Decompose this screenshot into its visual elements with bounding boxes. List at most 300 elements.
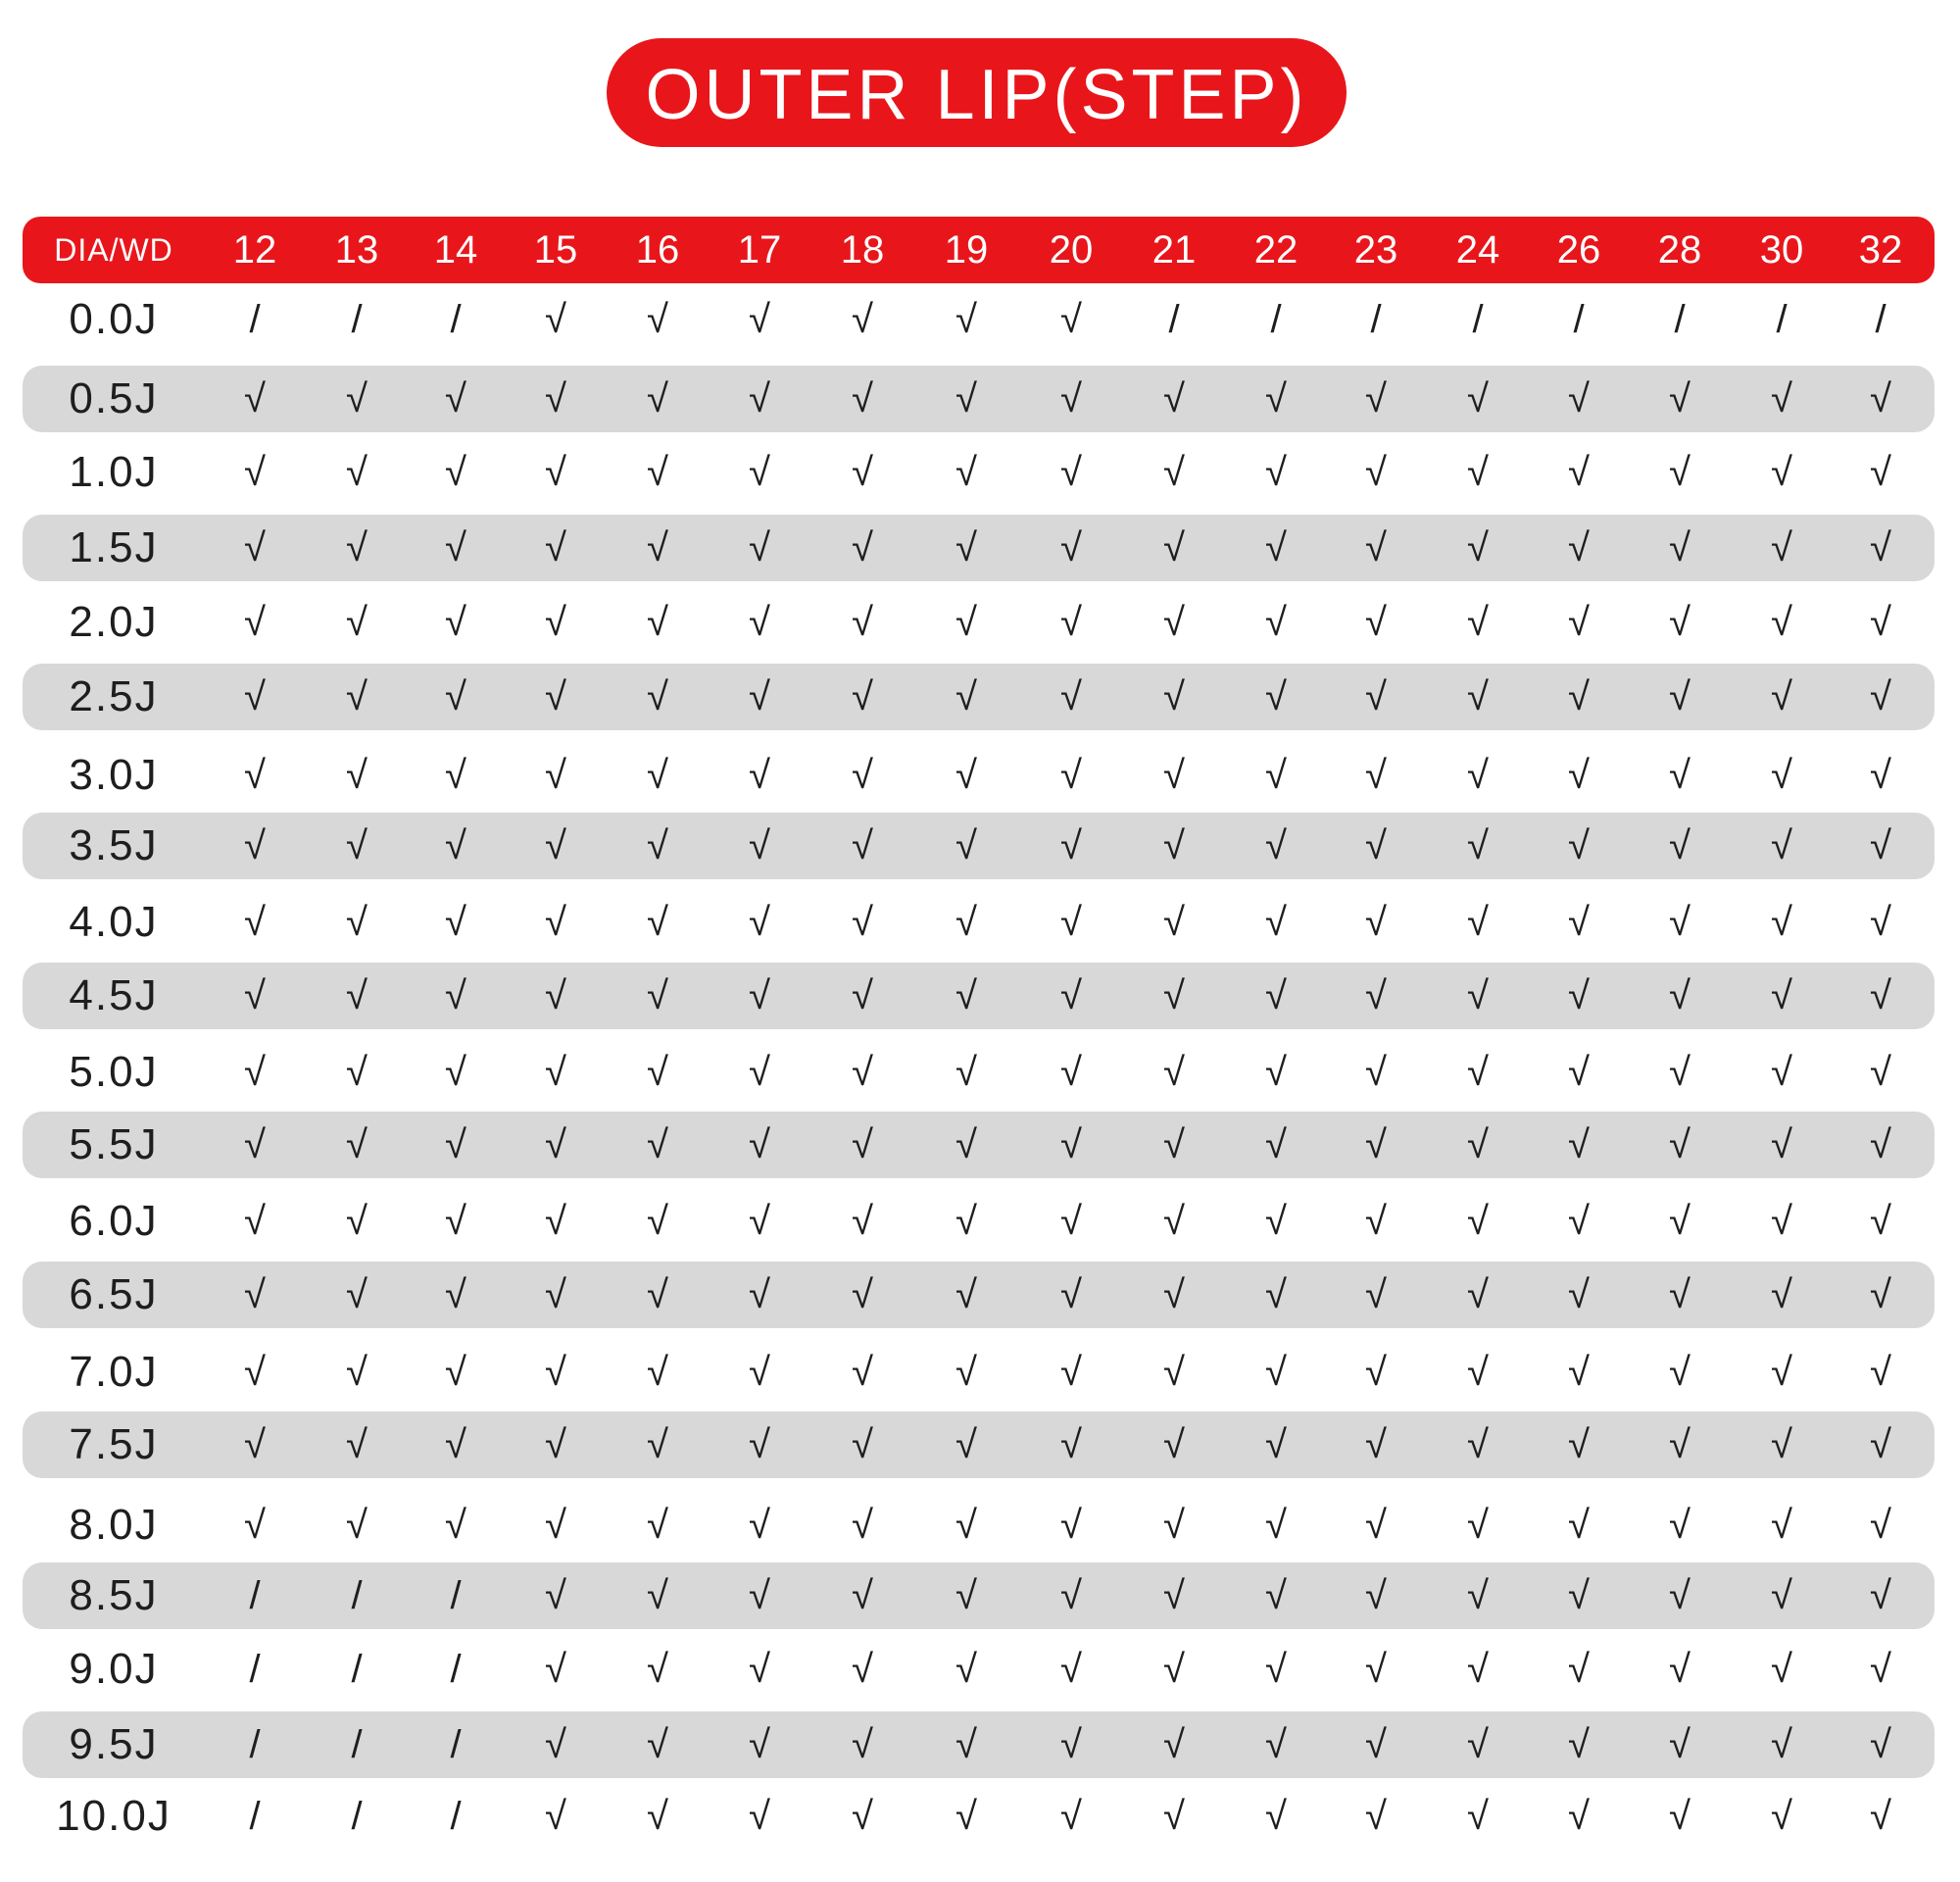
row-label: 10.0J: [56, 1792, 172, 1840]
check-mark: √: [1365, 1199, 1387, 1243]
check-mark: √: [647, 1503, 668, 1547]
check-mark: √: [1163, 674, 1185, 718]
check-mark: √: [445, 753, 466, 797]
check-mark: √: [956, 297, 977, 341]
check-mark: √: [346, 376, 368, 421]
table-row: [23, 1492, 1935, 1559]
check-mark: √: [545, 1794, 566, 1838]
check-mark: √: [1467, 900, 1489, 944]
check-mark: √: [1060, 1794, 1082, 1838]
check-mark: √: [1467, 1350, 1489, 1394]
check-mark: √: [1771, 1503, 1792, 1547]
slash-mark: /: [351, 297, 363, 341]
check-mark: √: [749, 900, 770, 944]
check-mark: √: [1060, 1199, 1082, 1243]
check-mark: √: [1060, 297, 1082, 341]
check-mark: √: [749, 600, 770, 644]
check-mark: √: [1568, 1794, 1590, 1838]
check-mark: √: [956, 1350, 977, 1394]
check-mark: √: [647, 753, 668, 797]
check-mark: √: [545, 600, 566, 644]
check-mark: √: [244, 525, 266, 570]
check-mark: √: [852, 1794, 873, 1838]
slash-mark: /: [1573, 297, 1585, 341]
check-mark: √: [545, 1272, 566, 1316]
check-mark: √: [647, 1122, 668, 1166]
row-label: 9.0J: [69, 1645, 159, 1693]
check-mark: √: [1669, 1199, 1690, 1243]
check-mark: √: [244, 1050, 266, 1094]
check-mark: √: [1467, 600, 1489, 644]
check-mark: √: [1163, 1272, 1185, 1316]
check-mark: √: [1467, 1722, 1489, 1766]
check-mark: √: [749, 753, 770, 797]
table-row: [23, 1783, 1935, 1850]
check-mark: √: [545, 376, 566, 421]
check-mark: √: [749, 1573, 770, 1617]
table-row: [23, 1562, 1935, 1629]
check-mark: √: [545, 525, 566, 570]
check-mark: √: [1870, 1122, 1891, 1166]
check-mark: √: [1265, 674, 1287, 718]
row-label: 9.5J: [69, 1720, 159, 1768]
check-mark: √: [1568, 1422, 1590, 1466]
check-mark: √: [1163, 1647, 1185, 1691]
check-mark: √: [956, 1272, 977, 1316]
check-mark: √: [647, 1199, 668, 1243]
check-mark: √: [1365, 973, 1387, 1017]
check-mark: √: [545, 1573, 566, 1617]
check-mark: √: [1771, 753, 1792, 797]
row-label: 3.5J: [69, 821, 159, 869]
check-mark: √: [852, 1199, 873, 1243]
row-label: 2.5J: [69, 672, 159, 720]
check-mark: √: [1467, 1272, 1489, 1316]
check-mark: √: [346, 1350, 368, 1394]
check-mark: √: [1870, 1722, 1891, 1766]
check-mark: √: [1669, 1573, 1690, 1617]
check-mark: √: [1060, 1350, 1082, 1394]
check-mark: √: [1771, 1272, 1792, 1316]
check-mark: √: [852, 450, 873, 494]
check-mark: √: [445, 1199, 466, 1243]
check-mark: √: [1467, 376, 1489, 421]
check-mark: √: [545, 973, 566, 1017]
check-mark: √: [445, 450, 466, 494]
check-mark: √: [956, 973, 977, 1017]
check-mark: √: [1771, 376, 1792, 421]
table-row: [23, 1339, 1935, 1406]
check-mark: √: [445, 1422, 466, 1466]
check-mark: √: [647, 525, 668, 570]
check-mark: √: [749, 674, 770, 718]
column-header: 23: [1353, 227, 1398, 272]
check-mark: √: [1467, 1122, 1489, 1166]
table-row: [23, 889, 1935, 956]
check-mark: √: [749, 450, 770, 494]
table-row: [23, 366, 1935, 432]
check-mark: √: [1365, 1350, 1387, 1394]
check-mark: √: [1669, 1722, 1690, 1766]
check-mark: √: [852, 297, 873, 341]
check-mark: √: [1060, 1503, 1082, 1547]
check-mark: √: [545, 674, 566, 718]
check-mark: √: [1365, 900, 1387, 944]
check-mark: √: [1771, 450, 1792, 494]
check-mark: √: [1771, 674, 1792, 718]
check-mark: √: [445, 1050, 466, 1094]
check-mark: √: [852, 1350, 873, 1394]
check-mark: √: [749, 376, 770, 421]
table-row: [23, 742, 1935, 809]
slash-mark: /: [1270, 297, 1282, 341]
check-mark: √: [445, 900, 466, 944]
check-mark: √: [1163, 1794, 1185, 1838]
check-mark: √: [1163, 1199, 1185, 1243]
row-label: 0.5J: [69, 374, 159, 422]
check-mark: √: [346, 1272, 368, 1316]
check-mark: √: [956, 674, 977, 718]
check-mark: √: [647, 1722, 668, 1766]
check-mark: √: [1365, 1794, 1387, 1838]
check-mark: √: [852, 376, 873, 421]
check-mark: √: [1265, 753, 1287, 797]
column-header: 14: [433, 227, 478, 272]
check-mark: √: [1265, 1503, 1287, 1547]
check-mark: √: [244, 973, 266, 1017]
check-mark: √: [1669, 1122, 1690, 1166]
slash-mark: /: [1776, 297, 1788, 341]
check-mark: √: [1060, 674, 1082, 718]
check-mark: √: [545, 1050, 566, 1094]
check-mark: √: [1467, 973, 1489, 1017]
check-mark: √: [1870, 973, 1891, 1017]
check-mark: √: [244, 1199, 266, 1243]
check-mark: √: [1163, 1050, 1185, 1094]
check-mark: √: [244, 1350, 266, 1394]
slash-mark: /: [249, 1722, 261, 1766]
column-header: 16: [635, 227, 680, 272]
slash-mark: /: [1168, 297, 1180, 341]
check-mark: √: [1265, 1199, 1287, 1243]
check-mark: √: [545, 1647, 566, 1691]
check-mark: √: [1265, 1122, 1287, 1166]
check-mark: √: [545, 1722, 566, 1766]
check-mark: √: [244, 1272, 266, 1316]
check-mark: √: [346, 525, 368, 570]
check-mark: √: [647, 973, 668, 1017]
check-mark: √: [852, 600, 873, 644]
slash-mark: /: [450, 297, 462, 341]
check-mark: √: [1870, 753, 1891, 797]
check-mark: √: [956, 900, 977, 944]
check-mark: √: [1467, 525, 1489, 570]
table-row: [23, 664, 1935, 730]
check-mark: √: [1669, 1422, 1690, 1466]
check-mark: √: [1568, 450, 1590, 494]
table-row: [23, 1262, 1935, 1328]
check-mark: √: [1669, 1647, 1690, 1691]
slash-mark: /: [1674, 297, 1686, 341]
check-mark: √: [852, 1722, 873, 1766]
check-mark: √: [445, 674, 466, 718]
check-mark: √: [956, 1794, 977, 1838]
check-mark: √: [1870, 1272, 1891, 1316]
check-mark: √: [346, 1199, 368, 1243]
check-mark: √: [445, 1272, 466, 1316]
slash-mark: /: [450, 1573, 462, 1617]
check-mark: √: [1365, 753, 1387, 797]
check-mark: √: [1060, 1122, 1082, 1166]
check-mark: √: [1163, 1122, 1185, 1166]
check-mark: √: [1060, 973, 1082, 1017]
check-mark: √: [244, 753, 266, 797]
check-mark: √: [749, 823, 770, 867]
check-mark: √: [647, 297, 668, 341]
check-mark: √: [1163, 376, 1185, 421]
slash-mark: /: [1370, 297, 1382, 341]
column-header: 24: [1455, 227, 1500, 272]
check-mark: √: [749, 1199, 770, 1243]
column-header: 28: [1657, 227, 1702, 272]
check-mark: √: [545, 823, 566, 867]
table-row: [23, 1188, 1935, 1255]
check-mark: √: [346, 1122, 368, 1166]
check-mark: √: [956, 1422, 977, 1466]
check-mark: √: [956, 1503, 977, 1547]
check-mark: √: [1163, 1350, 1185, 1394]
check-mark: √: [346, 900, 368, 944]
check-mark: √: [1870, 1794, 1891, 1838]
table-row: [23, 1412, 1935, 1478]
check-mark: √: [1870, 674, 1891, 718]
check-mark: √: [244, 450, 266, 494]
check-mark: √: [749, 1647, 770, 1691]
check-mark: √: [346, 753, 368, 797]
check-mark: √: [1669, 1050, 1690, 1094]
check-mark: √: [1870, 1350, 1891, 1394]
check-mark: √: [749, 1503, 770, 1547]
check-mark: √: [1771, 973, 1792, 1017]
check-mark: √: [1870, 1199, 1891, 1243]
check-mark: √: [1467, 753, 1489, 797]
check-mark: √: [1568, 823, 1590, 867]
table-row: [23, 439, 1935, 506]
check-mark: √: [1568, 1050, 1590, 1094]
check-mark: √: [647, 1573, 668, 1617]
check-mark: √: [956, 823, 977, 867]
row-label: 8.5J: [69, 1571, 159, 1619]
check-mark: √: [346, 674, 368, 718]
check-mark: √: [1870, 1573, 1891, 1617]
check-mark: √: [1669, 1350, 1690, 1394]
check-mark: √: [647, 1647, 668, 1691]
check-mark: √: [1265, 1794, 1287, 1838]
check-mark: √: [545, 1122, 566, 1166]
check-mark: √: [1265, 600, 1287, 644]
check-mark: √: [1669, 753, 1690, 797]
check-mark: √: [445, 376, 466, 421]
row-label: 2.0J: [69, 598, 159, 646]
check-mark: √: [1365, 1272, 1387, 1316]
check-mark: √: [1467, 1794, 1489, 1838]
check-mark: √: [1568, 674, 1590, 718]
check-mark: √: [852, 973, 873, 1017]
column-header: 21: [1152, 227, 1197, 272]
check-mark: √: [956, 1573, 977, 1617]
check-mark: √: [346, 973, 368, 1017]
check-mark: √: [1060, 900, 1082, 944]
slash-mark: /: [1472, 297, 1484, 341]
check-mark: √: [1771, 1350, 1792, 1394]
check-mark: √: [1771, 1422, 1792, 1466]
check-mark: √: [1365, 376, 1387, 421]
check-mark: √: [1568, 1722, 1590, 1766]
check-mark: √: [647, 674, 668, 718]
check-mark: √: [1163, 823, 1185, 867]
check-mark: √: [1669, 450, 1690, 494]
slash-mark: /: [249, 297, 261, 341]
check-mark: √: [1568, 1350, 1590, 1394]
check-mark: √: [1771, 1122, 1792, 1166]
check-mark: √: [1568, 1272, 1590, 1316]
slash-mark: /: [249, 1573, 261, 1617]
check-mark: √: [1060, 376, 1082, 421]
check-mark: √: [244, 1503, 266, 1547]
check-mark: √: [1467, 1199, 1489, 1243]
check-mark: √: [1265, 376, 1287, 421]
check-mark: √: [346, 1050, 368, 1094]
check-mark: √: [445, 1503, 466, 1547]
check-mark: √: [852, 1122, 873, 1166]
slash-mark: /: [450, 1722, 462, 1766]
check-mark: √: [1568, 1647, 1590, 1691]
check-mark: √: [852, 1272, 873, 1316]
check-mark: √: [1060, 1422, 1082, 1466]
check-mark: √: [1870, 900, 1891, 944]
check-mark: √: [545, 753, 566, 797]
check-mark: √: [1163, 600, 1185, 644]
slash-mark: /: [351, 1722, 363, 1766]
check-mark: √: [647, 600, 668, 644]
slash-mark: /: [450, 1794, 462, 1838]
check-mark: √: [346, 450, 368, 494]
check-mark: √: [852, 525, 873, 570]
check-mark: √: [1163, 525, 1185, 570]
row-label: 1.5J: [69, 523, 159, 571]
check-mark: √: [545, 1422, 566, 1466]
check-mark: √: [1060, 1573, 1082, 1617]
check-mark: √: [1669, 973, 1690, 1017]
column-header: 13: [334, 227, 379, 272]
check-mark: √: [1568, 1503, 1590, 1547]
column-header: 17: [737, 227, 782, 272]
column-header: 18: [840, 227, 885, 272]
check-mark: √: [852, 1647, 873, 1691]
table-row: [23, 1636, 1935, 1703]
slash-mark: /: [249, 1647, 261, 1691]
check-mark: √: [852, 753, 873, 797]
check-mark: √: [1771, 823, 1792, 867]
check-mark: √: [647, 1050, 668, 1094]
check-mark: √: [1163, 753, 1185, 797]
check-mark: √: [852, 1573, 873, 1617]
check-mark: √: [1669, 1503, 1690, 1547]
row-label: 0.0J: [69, 295, 159, 343]
check-mark: √: [1870, 1503, 1891, 1547]
check-mark: √: [1265, 823, 1287, 867]
table-row: [23, 813, 1935, 879]
check-mark: √: [1265, 1422, 1287, 1466]
check-mark: √: [1771, 1722, 1792, 1766]
check-mark: √: [852, 1050, 873, 1094]
check-mark: √: [1771, 600, 1792, 644]
check-mark: √: [1060, 1050, 1082, 1094]
check-mark: √: [1467, 1503, 1489, 1547]
check-mark: √: [1771, 1199, 1792, 1243]
column-header: 30: [1759, 227, 1804, 272]
check-mark: √: [346, 1422, 368, 1466]
check-mark: √: [1265, 1050, 1287, 1094]
table-row: [23, 1039, 1935, 1106]
check-mark: √: [1163, 900, 1185, 944]
check-mark: √: [1265, 1722, 1287, 1766]
check-mark: √: [1771, 900, 1792, 944]
check-mark: √: [1669, 600, 1690, 644]
check-mark: √: [1669, 1794, 1690, 1838]
check-mark: √: [1771, 1050, 1792, 1094]
check-mark: √: [749, 1722, 770, 1766]
check-mark: √: [1568, 376, 1590, 421]
check-mark: √: [852, 900, 873, 944]
row-label: 1.0J: [69, 448, 159, 496]
check-mark: √: [1163, 973, 1185, 1017]
slash-mark: /: [351, 1647, 363, 1691]
check-mark: √: [445, 525, 466, 570]
check-mark: √: [1163, 1722, 1185, 1766]
check-mark: √: [956, 1199, 977, 1243]
row-label: 5.5J: [69, 1120, 159, 1168]
check-mark: √: [1060, 1647, 1082, 1691]
check-mark: √: [749, 973, 770, 1017]
check-mark: √: [749, 1350, 770, 1394]
check-mark: √: [852, 1503, 873, 1547]
check-mark: √: [545, 1503, 566, 1547]
check-mark: √: [647, 900, 668, 944]
check-mark: √: [545, 1199, 566, 1243]
table-header-row: [23, 217, 1935, 283]
check-mark: √: [1669, 1272, 1690, 1316]
column-header: 26: [1556, 227, 1601, 272]
check-mark: √: [956, 1050, 977, 1094]
check-mark: √: [1060, 450, 1082, 494]
check-mark: √: [244, 376, 266, 421]
check-mark: √: [1060, 1272, 1082, 1316]
check-mark: √: [1771, 1573, 1792, 1617]
check-mark: √: [1669, 900, 1690, 944]
check-mark: √: [956, 600, 977, 644]
check-mark: √: [244, 900, 266, 944]
table-row: [23, 286, 1935, 353]
check-mark: √: [749, 1422, 770, 1466]
check-mark: √: [244, 823, 266, 867]
row-label: 7.5J: [69, 1420, 159, 1468]
column-header: 20: [1049, 227, 1094, 272]
check-mark: √: [1467, 1422, 1489, 1466]
check-mark: √: [1870, 1050, 1891, 1094]
column-header: 32: [1858, 227, 1903, 272]
slash-mark: /: [351, 1573, 363, 1617]
